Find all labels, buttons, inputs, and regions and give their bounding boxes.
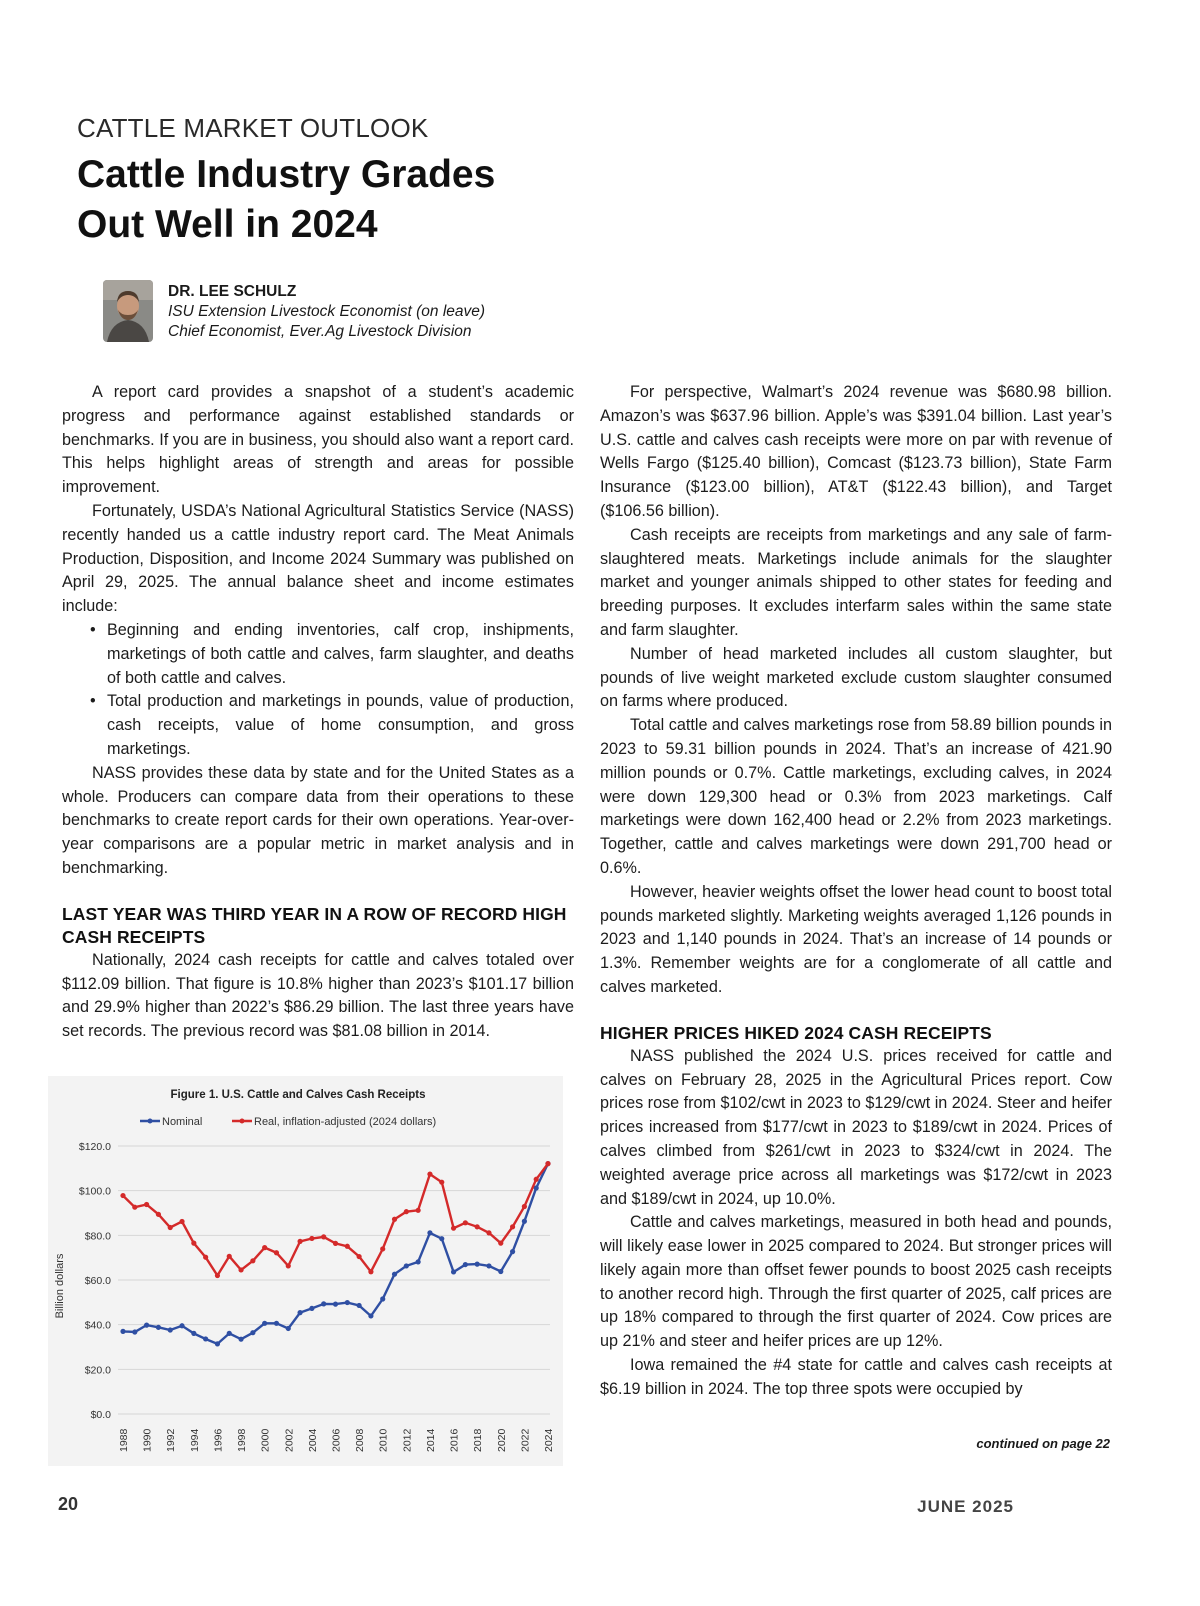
data-point-real bbox=[545, 1161, 550, 1166]
legend-label-nominal: Nominal bbox=[162, 1116, 203, 1128]
legend-label-real: Real, inflation-adjusted (2024 dollars) bbox=[254, 1116, 437, 1128]
paragraph: Nationally, 2024 cash receipts for cattle and calves totaled over $112.09 billion. That figure is 10.8% higher than 2023’s $101.17 billion and 29.9% higher than 2022’s $86.29 billion. The last three years have set records. The previous record was $81.08 billion in 2014. bbox=[62, 950, 574, 1041]
x-tick-label: 2008 bbox=[354, 1428, 367, 1452]
data-point-real bbox=[321, 1234, 326, 1239]
title-line-1: Cattle Industry Grades bbox=[77, 153, 496, 196]
figure-cash-receipts-chart bbox=[48, 1076, 563, 1466]
data-point-nominal bbox=[380, 1296, 385, 1301]
data-point-real bbox=[120, 1193, 125, 1198]
data-point-nominal bbox=[132, 1329, 137, 1334]
data-point-real bbox=[498, 1241, 503, 1246]
data-point-nominal bbox=[321, 1301, 326, 1306]
chart-title: Figure 1. U.S. Cattle and Calves Cash Receipts bbox=[170, 1089, 426, 1101]
data-point-nominal bbox=[168, 1327, 173, 1332]
data-point-nominal bbox=[427, 1230, 432, 1235]
data-point-real bbox=[191, 1241, 196, 1246]
section-kicker: CATTLE MARKET OUTLOOK bbox=[77, 113, 429, 143]
y-tick-label: $120.0 bbox=[78, 1141, 111, 1153]
y-tick-label: $0.0 bbox=[90, 1409, 111, 1421]
data-point-nominal bbox=[463, 1262, 468, 1267]
data-point-real bbox=[238, 1267, 243, 1272]
data-point-nominal bbox=[227, 1331, 232, 1336]
data-point-nominal bbox=[345, 1300, 350, 1305]
x-tick-label: 1994 bbox=[188, 1428, 201, 1452]
x-tick-label: 2010 bbox=[377, 1428, 390, 1452]
data-point-nominal bbox=[475, 1262, 480, 1267]
x-tick-label: 1988 bbox=[118, 1428, 130, 1452]
list-item: • Total production and marketings in pounds, value of production, cash receipts, value of home consumption, and gross marketings. bbox=[107, 690, 574, 761]
data-point-nominal bbox=[392, 1272, 397, 1277]
x-tick-label: 1996 bbox=[212, 1428, 225, 1452]
x-tick-label: 2018 bbox=[472, 1428, 485, 1452]
chart-series bbox=[120, 1161, 550, 1346]
data-point-real bbox=[368, 1269, 373, 1274]
paragraph: Iowa remained the #4 state for cattle and calves cash receipts at $6.19 billion in 2024. The top three spots were occupied by bbox=[600, 1356, 1112, 1398]
title-line-2: Out Well in 2024 bbox=[77, 203, 378, 246]
paragraph: However, heavier weights offset the lower head count to boost total pounds marketed slightly. Marketing weights averaged 1,126 pounds in 2023 and 1,140 pounds in 2024. That’s an increase of 14 pounds or 1.3%. Remember weights are for a conglomerate of all cattle and calves marketed. bbox=[600, 882, 1112, 996]
paragraph: A report card provides a snapshot of a student’s academic progress and performance against established standards or benchmarks. If you are in business, you should also want a report card. This helps highlight areas of strength and areas for possible improvement. bbox=[62, 383, 574, 497]
x-tick-label: 2006 bbox=[330, 1428, 343, 1452]
bullet-list bbox=[62, 619, 574, 762]
data-point-nominal bbox=[404, 1263, 409, 1268]
data-point-nominal bbox=[297, 1310, 302, 1315]
avatar bbox=[103, 280, 153, 342]
paragraph: Number of head marketed includes all custom slaughter, but pounds of live weight marketed exclude custom slaughter consumed on farms where produced. bbox=[600, 644, 1112, 711]
data-point-real bbox=[404, 1209, 409, 1214]
data-point-real bbox=[510, 1224, 515, 1229]
data-point-nominal bbox=[439, 1236, 444, 1241]
data-point-real bbox=[463, 1220, 468, 1225]
x-tick-label: 1998 bbox=[236, 1428, 249, 1452]
x-tick-label: 2020 bbox=[495, 1428, 508, 1452]
y-axis-ticks bbox=[79, 1141, 111, 1421]
data-point-real bbox=[215, 1273, 220, 1278]
x-axis-ticks bbox=[118, 1428, 555, 1452]
x-tick-label: 1992 bbox=[165, 1428, 178, 1452]
paragraph: NASS published the 2024 U.S. prices received for cattle and calves on February 28, 2025 in the Agricultural Prices report. Cow prices rose from $102/cwt in 2023 to $129/cwt in 2024. Steer and heifer prices increased from $177/cwt in 2023 to $189/cwt in 2024. Prices of calves climbed from $261/cwt in 2023 to $324/cwt in 2024. The weighted average price across all marketings was $172/cwt in 2023 and $189/cwt in 2024, up 10.0%. bbox=[600, 1046, 1113, 1208]
y-tick-label: $60.0 bbox=[84, 1275, 111, 1287]
data-point-real bbox=[534, 1177, 539, 1182]
x-tick-label: 2002 bbox=[283, 1428, 296, 1452]
series-line-real bbox=[123, 1164, 548, 1276]
data-point-nominal bbox=[498, 1269, 503, 1274]
data-point-real bbox=[132, 1205, 137, 1210]
paragraph: Cash receipts are receipts from marketings and any sale of farm-slaughtered meats. Marketings include animals for the slaughter market and younger animals shipped to other states for feeding and breeding purposes. It excludes interfarm sales within the same state and farm slaughter. bbox=[600, 525, 1112, 639]
data-point-real bbox=[179, 1219, 184, 1224]
data-point-nominal bbox=[191, 1331, 196, 1336]
data-point-nominal bbox=[274, 1321, 279, 1326]
paragraph: NASS provides these data by state and for the United States as a whole. Producers can compare data from their operations to these benchmarks to create report cards for their own operations. Year-over-year comparisons are a popular metric in market analysis and in benchmarking. bbox=[62, 763, 574, 877]
author-photo bbox=[103, 280, 153, 342]
data-point-real bbox=[156, 1212, 161, 1217]
continued-note: continued on page 22 bbox=[976, 1436, 1110, 1451]
x-tick-label: 2000 bbox=[259, 1428, 272, 1452]
chart-gridlines bbox=[118, 1146, 550, 1414]
data-point-nominal bbox=[333, 1302, 338, 1307]
left-column bbox=[62, 381, 574, 1044]
y-tick-label: $80.0 bbox=[84, 1230, 111, 1243]
data-point-nominal bbox=[238, 1337, 243, 1342]
data-point-real bbox=[168, 1225, 173, 1230]
data-point-real bbox=[357, 1254, 362, 1259]
data-point-real bbox=[522, 1204, 527, 1209]
data-point-real bbox=[333, 1241, 338, 1246]
x-tick-label: 2012 bbox=[401, 1428, 414, 1452]
paragraph: Fortunately, USDA’s National Agricultural Statistics Service (NASS) recently handed us a cattle industry report card. The Meat Animals Production, Disposition, and Income 2024 Summary was published on April 29, 2025. The annual balance sheet and income estimates include: bbox=[62, 501, 574, 616]
data-point-real bbox=[380, 1246, 385, 1251]
data-point-nominal bbox=[522, 1219, 527, 1224]
x-tick-label: 2016 bbox=[448, 1428, 461, 1452]
data-point-real bbox=[309, 1236, 314, 1241]
data-point-real bbox=[227, 1254, 232, 1259]
data-point-real bbox=[286, 1263, 291, 1268]
data-point-real bbox=[486, 1230, 491, 1235]
legend-marker-real bbox=[240, 1119, 245, 1124]
data-point-real bbox=[451, 1226, 456, 1231]
author-role-1: ISU Extension Livestock Economist (on leave) bbox=[168, 303, 486, 320]
data-point-real bbox=[416, 1208, 421, 1213]
data-point-real bbox=[262, 1245, 267, 1250]
data-point-nominal bbox=[368, 1313, 373, 1318]
data-point-nominal bbox=[357, 1303, 362, 1308]
data-point-nominal bbox=[215, 1341, 220, 1346]
x-tick-label: 2004 bbox=[306, 1428, 319, 1452]
data-point-nominal bbox=[309, 1306, 314, 1311]
data-point-real bbox=[144, 1202, 149, 1207]
paragraph: Cattle and calves marketings, measured in both head and pounds, will likely ease lower in 2025 compared to 2024. But stronger prices will likely again more than offset fewer pounds to boost 2025 cash receipts to another record high. Through the first quarter of 2025, calf prices are up 18% compared to through the first quarter of 2024. Cow prices are up 21% and steer and heifer prices are up 12%. bbox=[600, 1213, 1112, 1351]
x-tick-label: 2014 bbox=[424, 1428, 437, 1452]
y-tick-label: $40.0 bbox=[84, 1319, 111, 1332]
byline bbox=[168, 282, 588, 342]
data-point-real bbox=[297, 1239, 302, 1244]
data-point-nominal bbox=[416, 1259, 421, 1264]
data-point-nominal bbox=[120, 1329, 125, 1334]
section-heading-record-receipts: LAST YEAR WAS THIRD YEAR IN A ROW OF RECORD HIGH CASH RECEIPTS bbox=[62, 903, 567, 947]
data-point-nominal bbox=[451, 1269, 456, 1274]
data-point-real bbox=[475, 1224, 480, 1229]
author-name: DR. LEE SCHULZ bbox=[168, 283, 297, 300]
y-axis-label: Billion dollars bbox=[54, 1253, 66, 1319]
paragraph: For perspective, Walmart’s 2024 revenue was $680.98 billion. Amazon’s was $637.96 billion. Apple’s was $391.04 billion. Last year’s U.S. cattle and calves cash receipts were more on par with revenue of Wells Fargo ($125.40 billion), Comcast ($123.73 billion), State Farm Insurance ($123.00 billion), AT&T ($122.43 billion), and Target ($106.56 billion). bbox=[600, 383, 1112, 520]
x-tick-label: 1990 bbox=[141, 1428, 154, 1452]
data-point-nominal bbox=[179, 1323, 184, 1328]
data-point-real bbox=[392, 1217, 397, 1222]
data-point-nominal bbox=[156, 1325, 161, 1330]
data-point-nominal bbox=[486, 1263, 491, 1268]
issue-date: JUNE 2025 bbox=[917, 1497, 1014, 1516]
data-point-nominal bbox=[144, 1323, 149, 1328]
list-item: • Beginning and ending inventories, calf crop, inshipments, marketings of both cattle and calves, farm slaughter, and deaths of both cattle and calves. bbox=[107, 619, 574, 690]
right-column bbox=[600, 381, 1112, 1402]
legend-marker-nominal bbox=[148, 1119, 153, 1124]
section-heading-higher-prices: HIGHER PRICES HIKED 2024 CASH RECEIPTS bbox=[600, 1022, 992, 1043]
data-point-real bbox=[345, 1244, 350, 1249]
paragraph: Total cattle and calves marketings rose from 58.89 billion pounds in 2023 to 59.31 billion pounds in 2024. That’s an increase of 421.90 million pounds or 0.7%. Cattle marketings, excluding calves, in 2024 were down 129,300 head or 0.3% from 2023 marketings. Calf marketings were down 162,400 head or 2.2% from 2023 marketings. Together, cattle and calves marketings were down 291,700 head or 0.6%. bbox=[600, 716, 1112, 877]
data-point-real bbox=[427, 1172, 432, 1177]
line-chart bbox=[48, 1076, 563, 1466]
data-point-real bbox=[274, 1250, 279, 1255]
chart-legend bbox=[140, 1116, 436, 1128]
page-number: 20 bbox=[58, 1494, 79, 1514]
y-tick-label: $100.0 bbox=[78, 1185, 111, 1198]
x-tick-label: 2024 bbox=[543, 1428, 555, 1452]
data-point-nominal bbox=[250, 1330, 255, 1335]
article-title bbox=[77, 150, 495, 250]
data-point-real bbox=[250, 1258, 255, 1263]
data-point-nominal bbox=[203, 1336, 208, 1341]
author-role-2: Chief Economist, Ever.Ag Livestock Division bbox=[168, 323, 472, 340]
y-tick-label: $20.0 bbox=[84, 1364, 111, 1377]
data-point-nominal bbox=[262, 1321, 267, 1326]
data-point-real bbox=[203, 1255, 208, 1260]
data-point-nominal bbox=[286, 1326, 291, 1331]
x-tick-label: 2022 bbox=[519, 1428, 532, 1452]
data-point-real bbox=[439, 1180, 444, 1185]
data-point-nominal bbox=[510, 1249, 515, 1254]
